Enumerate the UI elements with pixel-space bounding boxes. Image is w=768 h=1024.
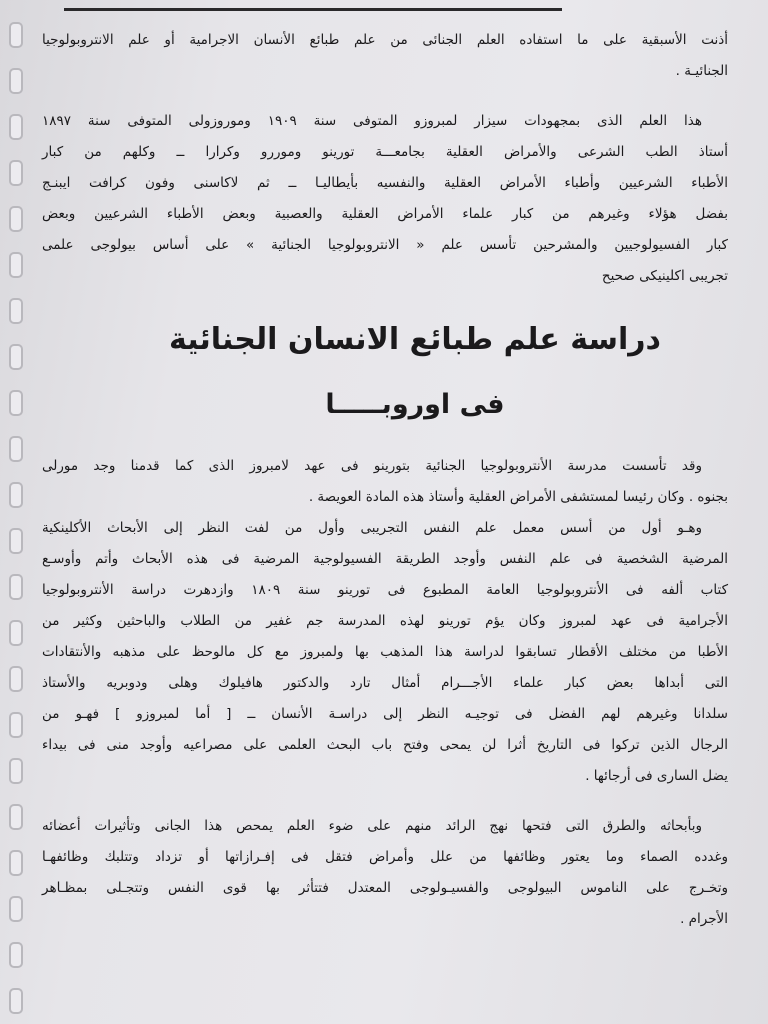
section-title: دراسة علم طبائع الانسان الجنائية [169, 322, 661, 357]
text-line: سلدانا وغيرهم لهم الفضل فى توجيـه النظر إلى دراسـة الأنسان ــ [ أما لمبروزو ] فهـو من [42, 706, 728, 722]
text-line: التى أبداها بعض كبار علماء الأجـــرام أمثال تارد والدكتور هافيلوك وهلى ودوبريه والأستاذ [42, 675, 728, 691]
text-line: تجريبى اكلينيكى صحيح [601, 268, 728, 284]
paragraph-5 [42, 816, 728, 929]
text-line: بجنوه . وكان رئيسا لمستشفى الأمراض العقلية وأستاذ هذه المادة العويصة . [308, 489, 728, 505]
text-line: وتخـرج على الناموس البيولوجى والفسيـولوجى المعتدل فتتأثر بها قوى النفس وتتجـلى بمظـاهر [42, 880, 728, 896]
text-line: أذنت الأسبقية على ما استفاده العلم الجنائى من علم طبائع الأنسان الاجرامية أو علم الانتروبولوجيا [42, 32, 728, 48]
text-line: أستاذ الطب الشرعى والأمراض العقلية بجامعـــة تورينو وموررو وكرارا ــ وكلهم من كبار [42, 144, 728, 160]
text-line: الأجرامية فى عهد لمبروز وكان يؤم تورينو لهذه المدرسة جم غفير من الطلاب والباحثين وكثير من [42, 613, 728, 629]
text-line: وقد تأسست مدرسة الأنتروبولوجيا الجنائية بتورينو فى عهد لامبروز الذى كما قدمنا وجد مورلى [42, 458, 702, 474]
text-line: هذا العلم الذى بمجهودات سيزار لمبروزو المتوفى سنة ١٩٠٩ وموروزولى المتوفى سنة ١٨٩٧ [42, 113, 702, 129]
text-line: وهـو أول من أسس معمل علم النفس التجريبى وأول من لفت النظر إلى الأبحاث الأكلينكية [42, 520, 702, 536]
text-line: وبأبحاثه والطرق التى فتحها نهج الرائد منهم على ضوء العلم يمحص هذا الجانى وتأثيرات أعضائه [42, 818, 702, 834]
binder-hole [9, 988, 23, 1014]
paragraph-gap [42, 92, 728, 111]
text-line: بفضل هؤلاء وغيرهم من كبار علماء الأمراض العقلية والعصبية وبعض الأطباء الشرعيين وبعض [42, 206, 728, 222]
paragraph-1 [42, 30, 728, 81]
paragraph-gap [42, 797, 728, 816]
section-subtitle: فى اوروبـــــا [325, 389, 505, 420]
text-line: كبار الفسيولوجيين والمشرحين تأسس علم « الانتروبولوجيا الجنائية » على أساس بيولوجى علمى [42, 237, 728, 253]
text-line: الأطبا من مختلف الأقطار تسابقوا لدراسة هذا المذهب بها ولمبروز مع كل مالوحظ على مذهبه والأنتقادات [42, 644, 728, 660]
text-line: الرجال الذين تركوا فى التاريخ أثرا لن يمحى وفتح باب البحث العلمى على مصراعيه وأوجد منى فى بيداء [42, 737, 728, 753]
text-line: الأجرام . [680, 911, 728, 927]
text-line: كتاب ألفه فى الأنتروبولوجيا العامة المطبوع فى تورينو سنة ١٨٠٩ وازدهرت دراسة الأنتروبولوجيا [42, 582, 729, 598]
paragraph-4 [42, 518, 728, 786]
text-line: الأطباء الشرعيين وأطباء الأمراض العقلية والنفسيه بأيطاليـا ــ ثم لاكاسنى وفون كرافت ايبنـج [42, 175, 728, 191]
text-line: الجنائيـة . [675, 63, 728, 79]
paragraph-2 [42, 111, 728, 286]
paragraph-3 [42, 456, 728, 507]
text-line: يضل السارى فى أرجائها . [585, 768, 728, 784]
text-line: وغدده الصماء وما يعتور وظائفها من علل وأمراض فتقل فى إفـرازاتها أو تزداد وتتلبك وظائفهـا [42, 849, 728, 865]
text-line: المرضية الشخصية فى علم النفس وأوجد الطريقة الفسيولوجية المرضية فى هذه الأبحاث وأتم وأوسـع [42, 551, 728, 567]
